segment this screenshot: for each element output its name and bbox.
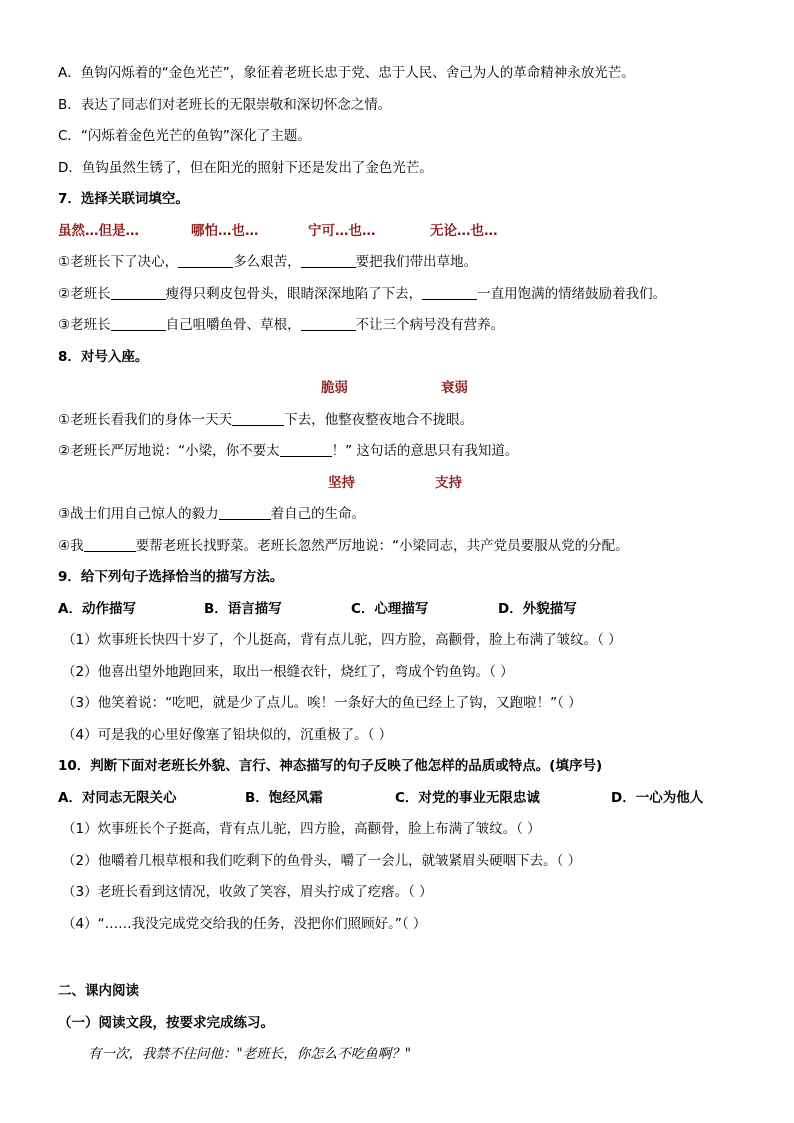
q7-sentence-1 [58,247,748,279]
q8-word-group-2 [58,468,748,500]
q8-sentence-2 [58,436,748,468]
answer-blank[interactable] [232,411,284,426]
q10-title: 10．判断下面对老班长外貌、言行、神态描写的句子反映了他怎样的品质或特点。(填序号) [58,758,603,774]
q10-option: B．饱经风霜 [245,789,323,806]
spacer [58,940,748,976]
q10-options [58,783,748,815]
q7-keyword: 虽然…但是… [58,222,139,239]
q9-item-2: （2）他喜出望外地跑回来，取出一根缝衣针，烧红了，弯成个钓鱼钩。（ ） [62,663,514,680]
text: 多么艰苦， [233,254,301,270]
q9-option: A．动作描写 [58,600,136,617]
q9-options [58,594,748,626]
text: ①老班长看我们的身体一天天 [58,411,233,428]
q10-item-2: （2）他嚼着几根草根和我们吃剩下的鱼骨头，嚼了一会儿，就皱紧眉头硬咽下去。（ ） [62,852,582,869]
text: 瘦得只剩皮包骨头，眼睛深深地陷了下去， [165,285,423,302]
q10-option: A．对同志无限关心 [58,789,177,806]
q10-item-1: （1）炊事班长个子挺高，背有点儿驼，四方脸，高颧骨，脸上布满了皱纹。（ ） [62,821,541,837]
answer-blank[interactable] [178,253,233,268]
answer-blank[interactable] [301,253,356,268]
section-2-title: 二、课内阅读 [58,983,139,999]
q7-keyword: 宁可…也… [308,222,376,239]
q7-sentence-2 [58,279,748,311]
q7-sentence-3 [58,310,748,342]
q9-option: D．外貌描写 [498,600,577,617]
reading-passage: 有一次，我禁不住问他："老班长，你怎么不吃鱼啊？" [88,1046,411,1062]
text: 不让三个病号没有营养。 [355,317,505,333]
text: ①老班长下了决心， [58,254,179,270]
q10-item-3: （3）老班长看到这情况，收敛了笑容，眉头拧成了疙瘩。（ ） [62,884,433,900]
q6-option-b: B．表达了同志们对老班长的无限崇敬和深切怀念之情。 [58,96,392,113]
q7-title: 7．选择关联词填空。 [58,191,189,207]
q9-title: 9．给下列句子选择恰当的描写方法。 [58,569,284,585]
q9-option: B．语言描写 [204,600,282,617]
q8-word: 坚持 [328,474,355,491]
text: 着自己的生命。 [270,506,366,522]
q7-keywords [58,216,748,248]
answer-blank[interactable] [111,285,166,300]
worksheet [58,58,748,1071]
text: ③老班长 [58,317,111,333]
q10-option: D．一心为他人 [611,789,704,806]
q9-option: C．心理描写 [351,600,429,617]
answer-blank[interactable] [84,537,136,552]
text: ！” 这句话的意思只有我知道。 [331,443,519,459]
text: ②老班长 [58,285,111,302]
q10-item-4: （4）“……我没完成党交给我的任务，没把你们照顾好。”（ ） [62,915,427,932]
answer-blank[interactable] [111,316,166,331]
q6-option-c: C．“闪烁着金色光芒的鱼钩”深化了主题。 [58,128,311,144]
q8-sentence-1 [58,405,748,437]
answer-blank[interactable] [422,285,477,300]
q7-keyword: 哪怕…也… [191,222,259,239]
q8-sentence-3 [58,499,748,531]
q8-title: 8．对号入座。 [58,348,149,365]
q6-option-d: D．鱼钩虽然生锈了，但在阳光的照射下还是发出了金色光芒。 [58,159,433,176]
text: ②老班长严厉地说：“小梁，你不要太 [58,443,280,459]
q8-word-group-1 [58,373,748,405]
q8-sentence-4 [58,531,748,563]
q9-item-3: （3）他笑着说：“吃吧，就是少了点儿。唉！一条好大的鱼已经上了钩，又跑啦！”（ ） [62,695,582,711]
q9-item-1: （1）炊事班长快四十岁了，个儿挺高，背有点儿驼，四方脸，高颧骨，脸上布满了皱纹。（ ） [62,632,622,648]
section-2-subtitle: （一）阅读文段，按要求完成练习。 [58,1014,274,1031]
text: 自己咀嚼鱼骨、草根， [165,317,301,333]
text: 要帮老班长找野菜。老班长忽然严厉地说：“小梁同志，共产党员要服从党的分配。 [135,537,629,554]
text: 要把我们带出草地。 [355,254,478,270]
text: 一直用饱满的情绪鼓励着我们。 [477,285,667,302]
answer-blank[interactable] [301,316,356,331]
text: ④我 [58,537,84,554]
text: ③战士们用自己惊人的毅力 [58,506,219,522]
q8-word: 支持 [435,474,462,491]
answer-blank[interactable] [219,505,271,520]
q9-item-4: （4）可是我的心里好像塞了铅块似的，沉重极了。（ ） [62,726,393,743]
q10-option: C．对党的事业无限忠诚 [395,789,540,806]
q8-word: 衰弱 [441,380,468,396]
q8-word: 脆弱 [321,380,348,396]
q7-keyword: 无论…也… [430,222,498,239]
text: 下去，他整夜整夜地合不拢眼。 [284,411,474,428]
answer-blank[interactable] [280,442,332,457]
q6-option-a: A．鱼钩闪烁着的“金色光芒”，象征着老班长忠于党、忠于人民、舍己为人的革命精神永放光芒。 [58,65,635,81]
